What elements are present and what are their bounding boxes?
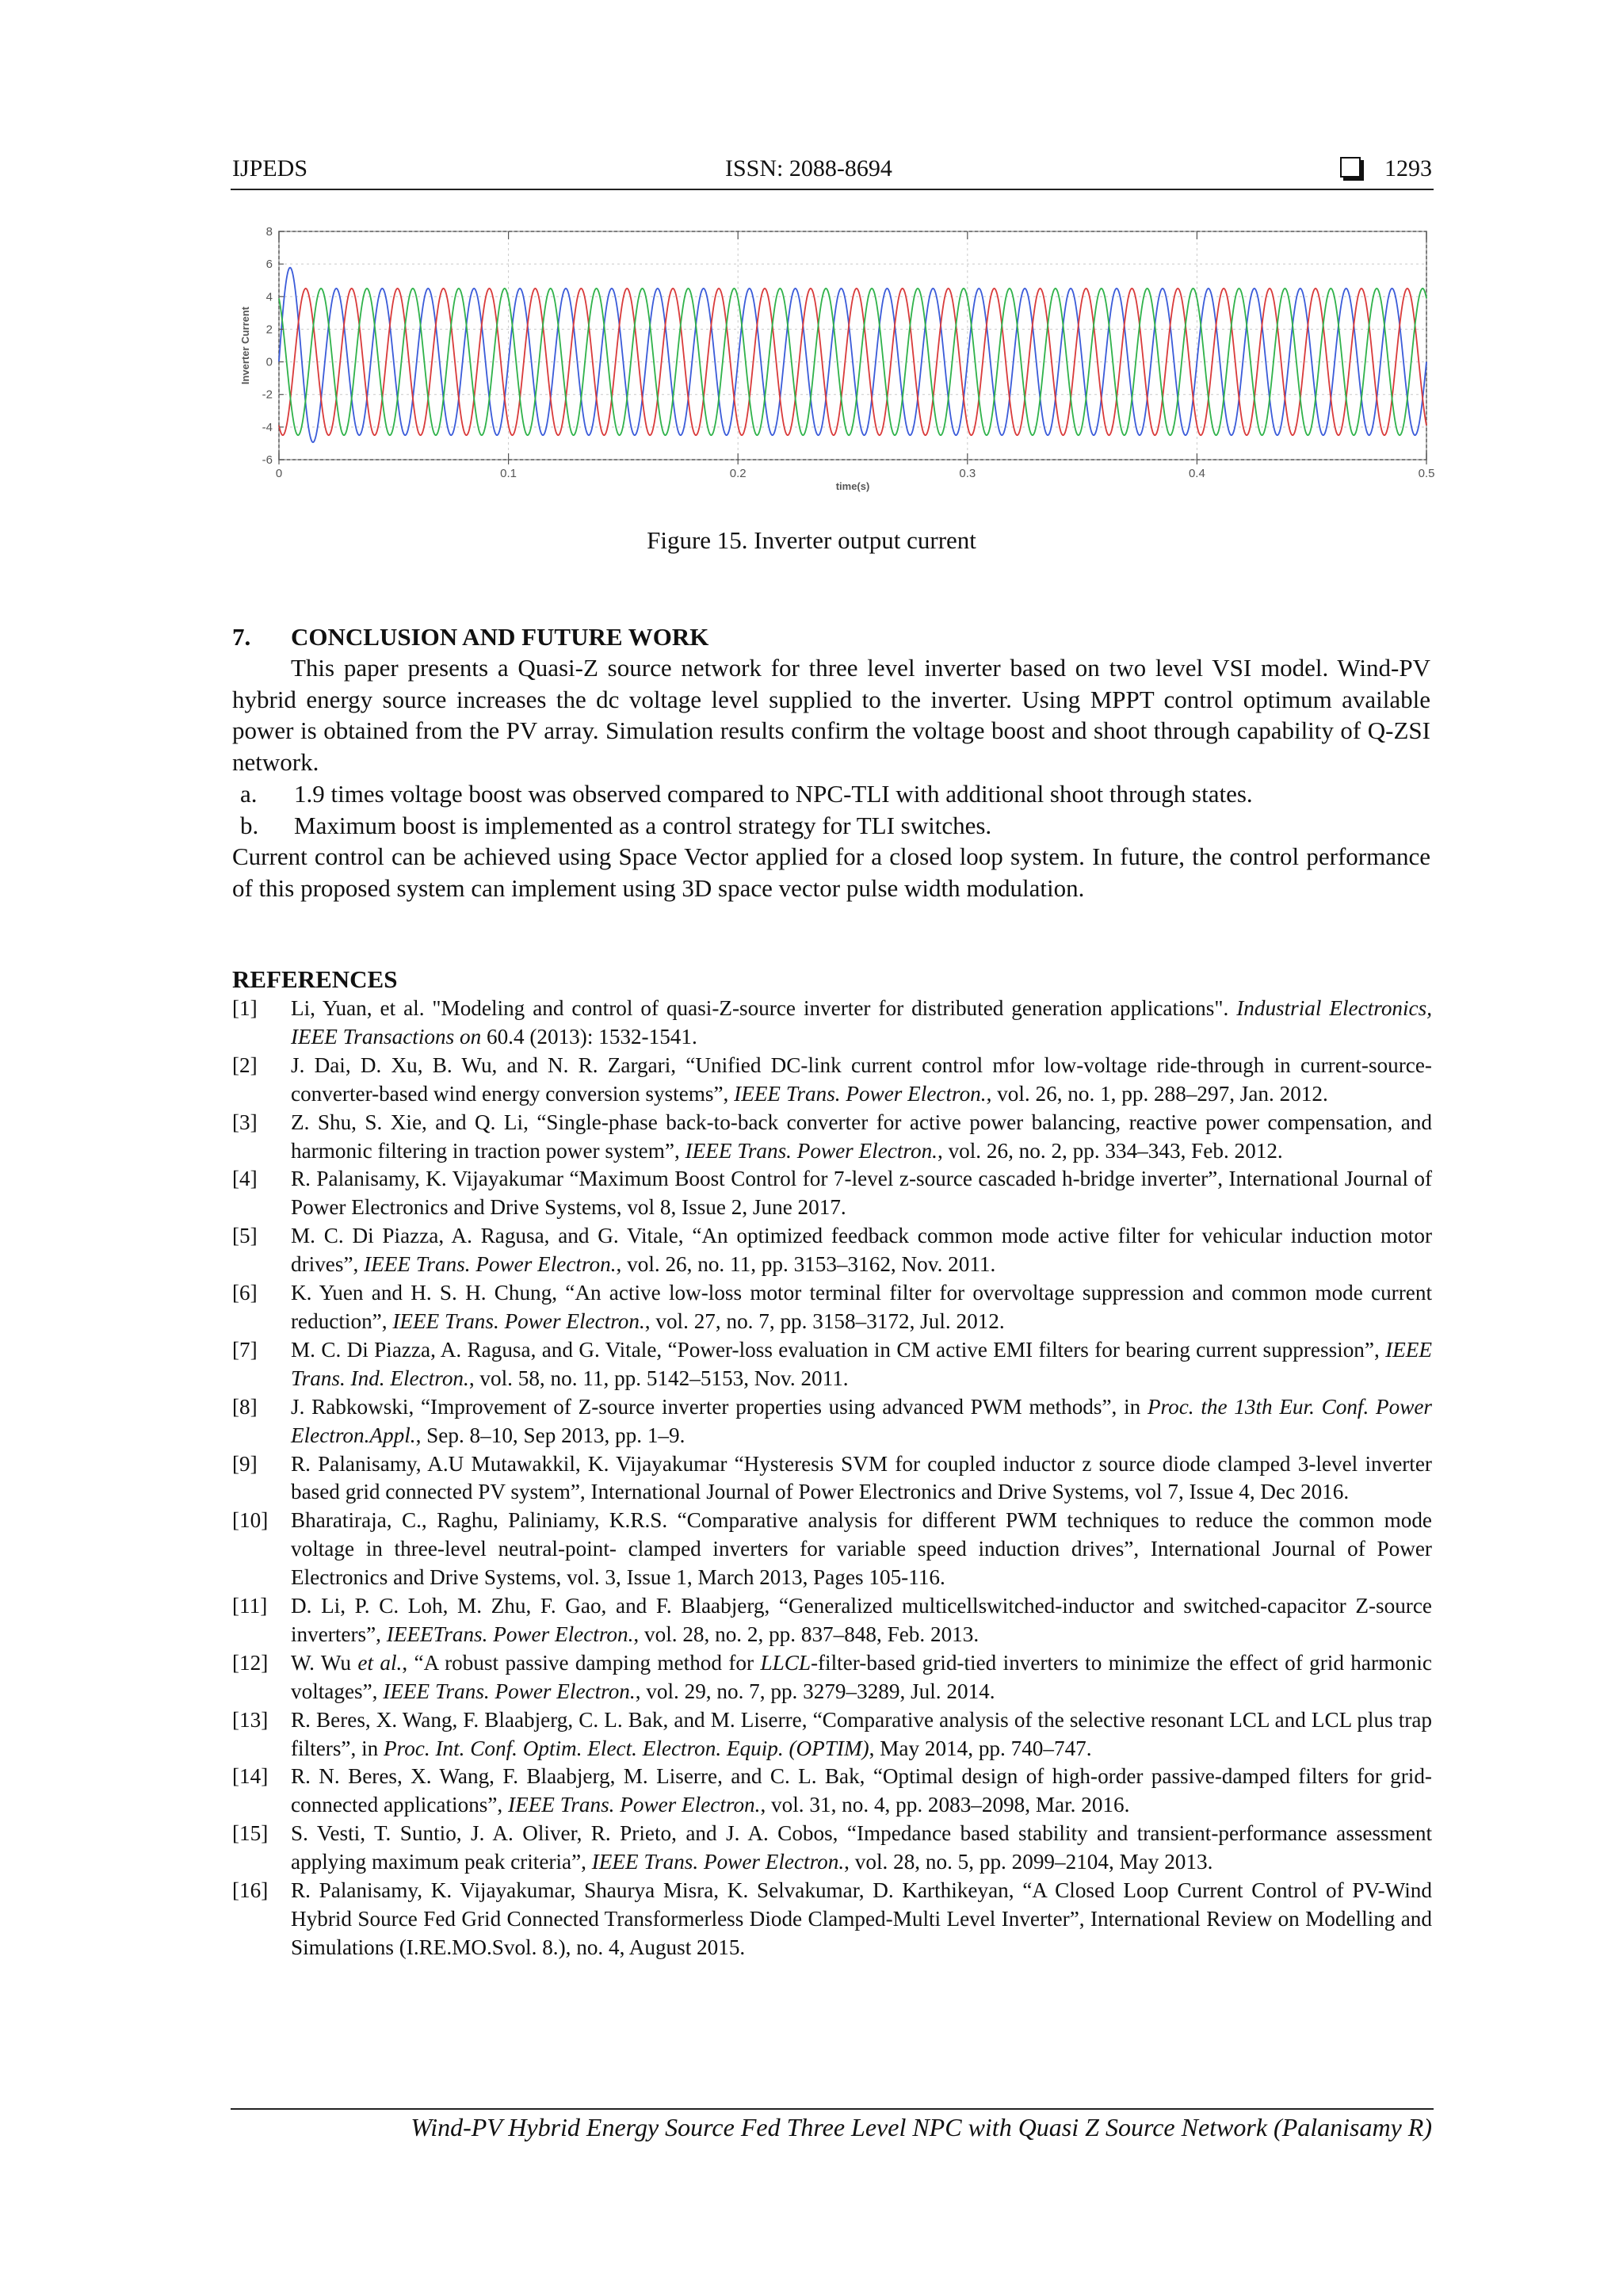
list-label: a. bbox=[240, 779, 258, 808]
reference-italic-text: IEEETrans. Power Electron. bbox=[386, 1622, 634, 1646]
reference-text: M. C. Di Piazza, A. Ragusa, and G. Vitale, “An optimized feedback common mode active filter for vehicular induction motor drives”, bbox=[291, 1224, 1432, 1277]
page-number: 1293 bbox=[1384, 155, 1432, 181]
list-text: Maximum boost is implemented as a control strategy for TLI switches. bbox=[294, 811, 992, 839]
reference-text: , vol. 26, no. 11, pp. 3153–3162, Nov. 2011. bbox=[616, 1252, 996, 1277]
reference-text: , vol. 28, no. 2, pp. 837–848, Feb. 2013. bbox=[633, 1622, 980, 1646]
reference-text: Bharatiraja, C., Raghu, Paliniamy, K.R.S. “Comparative analysis for different PWM techniques to reduce the common mode voltage in three-level neutral-point- clamped inverters for variable speed induction drives”, International Journal of Power Electronics and Drive Systems, vol. 3, Issue 1, March 2013, Pages 105-116. bbox=[291, 1508, 1432, 1590]
reference-italic-text: IEEE Trans. Power Electron. bbox=[364, 1252, 617, 1277]
reference-text: R. N. Beres, X. Wang, F. Blaabjerg, M. Liserre, and C. L. Bak, “Optimal design of high-order passive-damped filters for grid-connected applications”, bbox=[291, 1764, 1432, 1817]
y-tick-label: 0 bbox=[265, 355, 273, 369]
section-number: 7. bbox=[232, 623, 251, 651]
reference-number: [11] bbox=[232, 1594, 268, 1618]
reference-number: [16] bbox=[232, 1878, 269, 1903]
reference-italic-text: IEEE Trans. Power Electron. bbox=[508, 1793, 761, 1817]
reference-italic-text: IEEE Trans. Power Electron. bbox=[685, 1138, 938, 1163]
x-tick-label: 0.1 bbox=[500, 467, 517, 480]
reference-number: [15] bbox=[232, 1821, 269, 1846]
x-tick-label: 0.4 bbox=[1188, 467, 1205, 480]
reference-italic-text: LLCL bbox=[760, 1650, 811, 1675]
reference-text: , vol. 31, no. 4, pp. 2083–2098, Mar. 2016. bbox=[760, 1793, 1130, 1817]
reference-number: [4] bbox=[232, 1167, 258, 1191]
x-axis-label: time(s) bbox=[835, 480, 870, 492]
reference-text: , vol. 26, no. 2, pp. 334–343, Feb. 2012. bbox=[937, 1138, 1283, 1163]
reference-italic-text: Proc. the 13th Eur. Conf. Power Electron.Appl. bbox=[291, 1394, 1432, 1447]
list-label: b. bbox=[240, 811, 259, 839]
reference-number: [13] bbox=[232, 1707, 269, 1732]
list-item bbox=[232, 778, 1430, 810]
reference-text: 60.4 (2013): 1532-1541. bbox=[481, 1024, 697, 1049]
reference-item bbox=[232, 1393, 1432, 1450]
reference-number: [5] bbox=[232, 1224, 258, 1248]
footer-rule bbox=[231, 2108, 1434, 2110]
section-body bbox=[232, 652, 1430, 904]
reference-text: , vol. 29, no. 7, pp. 3279–3289, Jul. 2014. bbox=[635, 1679, 995, 1703]
reference-number: [9] bbox=[232, 1451, 258, 1476]
reference-text: R. Palanisamy, K. Vijayakumar “Maximum Boost Control for 7-level z-source cascaded h-bridge inverter”, International Journal of Power Electronics and Drive Systems, vol 8, Issue 2, June 2017. bbox=[291, 1167, 1432, 1220]
reference-italic-text: Proc. Int. Conf. Optim. Elect. Electron. Equip. (OPTIM) bbox=[384, 1736, 869, 1760]
y-tick-label: -4 bbox=[262, 420, 273, 434]
reference-item bbox=[232, 1763, 1432, 1820]
reference-list bbox=[232, 995, 1432, 1962]
reference-text: R. Palanisamy, A.U Mutawakkil, K. Vijayakumar “Hysteresis SVM for coupled inductor z source diode clamped 3-level inverter based grid connected PV system”, International Journal of Power Electronics and Drive Systems, vol 7, Issue 4, Dec 2016. bbox=[291, 1451, 1432, 1504]
reference-italic-text: Industrial Electronics, IEEE Transactions on bbox=[291, 996, 1433, 1049]
list-text: 1.9 times voltage boost was observed compared to NPC-TLI with additional shoot through states. bbox=[294, 779, 1253, 808]
references-heading: REFERENCES bbox=[232, 965, 398, 993]
reference-number: [3] bbox=[232, 1110, 258, 1134]
section-title: CONCLUSION AND FUTURE WORK bbox=[291, 623, 709, 651]
list-item bbox=[232, 810, 1430, 842]
reference-number: [6] bbox=[232, 1281, 258, 1305]
reference-item bbox=[232, 1279, 1432, 1336]
x-tick-label: 0 bbox=[275, 467, 283, 480]
y-tick-label: -6 bbox=[262, 453, 273, 467]
reference-item bbox=[232, 1109, 1432, 1166]
reference-item bbox=[232, 1165, 1432, 1222]
journal-name: IJPEDS bbox=[232, 155, 308, 181]
y-tick-label: 6 bbox=[265, 258, 273, 272]
issn: ISSN: 2088-8694 bbox=[725, 155, 892, 181]
figure-caption: Figure 15. Inverter output current bbox=[647, 526, 976, 554]
y-axis-label: Inverter Current bbox=[239, 306, 251, 385]
reference-italic-text: IEEE Trans. Power Electron. bbox=[734, 1081, 987, 1106]
reference-text: , vol. 58, no. 11, pp. 5142–5153, Nov. 2011. bbox=[468, 1366, 849, 1390]
reference-italic-text: IEEE Trans. Ind. Electron. bbox=[291, 1337, 1432, 1390]
reference-italic-text: IEEE Trans. Power Electron. bbox=[392, 1308, 645, 1333]
reference-number: [10] bbox=[232, 1508, 269, 1533]
running-footer: Wind-PV Hybrid Energy Source Fed Three Level NPC with Quasi Z Source Network (Palanisamy R) bbox=[411, 2113, 1432, 2141]
reference-text: Z. Shu, S. Xie, and Q. Li, “Single-phase back-to-back converter for active power balancing, reactive power compensation, and harmonic filtering in traction power system”, bbox=[291, 1110, 1432, 1163]
reference-number: [8] bbox=[232, 1394, 258, 1419]
reference-item bbox=[232, 1877, 1432, 1962]
reference-item bbox=[232, 1052, 1432, 1109]
reference-item bbox=[232, 1507, 1432, 1592]
reference-text: R. Beres, X. Wang, F. Blaabjerg, C. L. Bak, and M. Liserre, “Comparative analysis of the selective resonant LCL and LCL plus trap filters”, in bbox=[291, 1707, 1432, 1760]
reference-italic-text: IEEE Trans. Power Electron. bbox=[383, 1679, 636, 1703]
reference-text: D. Li, P. C. Loh, M. Zhu, F. Gao, and F. Blaabjerg, “Generalized multicellswitched-inductor and switched-capacitor Z-source inverters”, bbox=[291, 1594, 1432, 1646]
reference-number: [14] bbox=[232, 1764, 269, 1789]
figure-15-chart bbox=[238, 222, 1442, 495]
reference-item bbox=[232, 1820, 1432, 1877]
reference-item bbox=[232, 1706, 1432, 1763]
reference-number: [12] bbox=[232, 1650, 269, 1675]
reference-text: K. Yuen and H. S. H. Chung, “An active low-loss motor terminal filter for overvoltage suppression and common mode current reduction”, bbox=[291, 1281, 1432, 1333]
future-work-paragraph: Current control can be achieved using Space Vector applied for a closed loop system. In future, the control performance of this proposed system can implement using 3D space vector pulse width modulation. bbox=[232, 842, 1430, 902]
reference-number: [1] bbox=[232, 996, 258, 1020]
header-rule bbox=[231, 189, 1434, 190]
reference-text: -filter-based grid-tied inverters to minimize the effect of grid harmonic voltages”, bbox=[291, 1650, 1432, 1703]
reference-italic-text: IEEE Trans. Power Electron. bbox=[591, 1850, 845, 1874]
reference-item bbox=[232, 1336, 1432, 1393]
y-tick-label: 4 bbox=[265, 290, 273, 304]
page-number-group bbox=[1340, 155, 1432, 182]
reference-text: J. Rabkowski, “Improvement of Z-source inverter properties using advanced PWM methods”, in bbox=[291, 1394, 1148, 1419]
reference-item bbox=[232, 1592, 1432, 1649]
reference-item bbox=[232, 1222, 1432, 1279]
section-heading bbox=[232, 621, 1430, 653]
x-tick-label: 0.2 bbox=[729, 467, 747, 480]
reference-text: S. Vesti, T. Suntio, J. A. Oliver, R. Prieto, and J. A. Cobos, “Impedance based stability and transient-performance assessment applying maximum peak criteria”, bbox=[291, 1821, 1432, 1874]
reference-item bbox=[232, 995, 1432, 1052]
reference-text: , vol. 26, no. 1, pp. 288–297, Jan. 2012. bbox=[986, 1081, 1328, 1106]
conclusion-paragraph: This paper presents a Quasi-Z source network for three level inverter based on two level VSI model. Wind-PV hybrid energy source increases the dc voltage level supplied to the inverter. Using MPPT control optimum available power is obtained from the PV array. Simulation results confirm the voltage boost and shoot through capability of Q-ZSI network. bbox=[232, 654, 1430, 777]
reference-text: , vol. 27, no. 7, pp. 3158–3172, Jul. 2012. bbox=[644, 1308, 1005, 1333]
reference-item bbox=[232, 1450, 1432, 1507]
reference-text: R. Palanisamy, K. Vijayakumar, Shaurya Misra, K. Selvakumar, D. Karthikeyan, “A Closed Loop Current Control of PV-Wind Hybrid Source Fed Grid Connected Transformerless Diode Clamped-Multi Level Inverter”, International Review on Modelling and Simulations (I.RE.MO.Svol. 8.), no. 4, August 2015. bbox=[291, 1878, 1432, 1959]
reference-item bbox=[232, 1649, 1432, 1706]
y-tick-label: -2 bbox=[262, 388, 273, 402]
reference-text: , “A robust passive damping method for bbox=[402, 1650, 761, 1675]
reference-text: M. C. Di Piazza, A. Ragusa, and G. Vitale, “Power-loss evaluation in CM active EMI filters for bearing current suppression”, bbox=[291, 1337, 1386, 1362]
reference-text: Li, Yuan, et al. "Modeling and control of quasi-Z-source inverter for distributed generation applications". bbox=[291, 996, 1237, 1020]
reference-text: , Sep. 8–10, Sep 2013, pp. 1–9. bbox=[415, 1423, 685, 1447]
reference-text: W. Wu bbox=[291, 1650, 358, 1675]
checkbox-icon bbox=[1340, 157, 1361, 178]
reference-number: [2] bbox=[232, 1052, 258, 1077]
x-tick-label: 0.5 bbox=[1418, 467, 1435, 480]
y-tick-label: 8 bbox=[265, 225, 273, 239]
y-tick-label: 2 bbox=[265, 323, 273, 337]
reference-italic-text: et al. bbox=[357, 1650, 403, 1675]
reference-number: [7] bbox=[232, 1337, 258, 1362]
reference-text: J. Dai, D. Xu, B. Wu, and N. R. Zargari, “Unified DC-link current control mfor low-voltage ride-through in current-source-converter-based wind energy conversion systems”, bbox=[291, 1052, 1432, 1106]
reference-text: , May 2014, pp. 740–747. bbox=[869, 1736, 1092, 1760]
reference-text: , vol. 28, no. 5, pp. 2099–2104, May 2013. bbox=[844, 1850, 1213, 1874]
x-tick-label: 0.3 bbox=[959, 467, 976, 480]
